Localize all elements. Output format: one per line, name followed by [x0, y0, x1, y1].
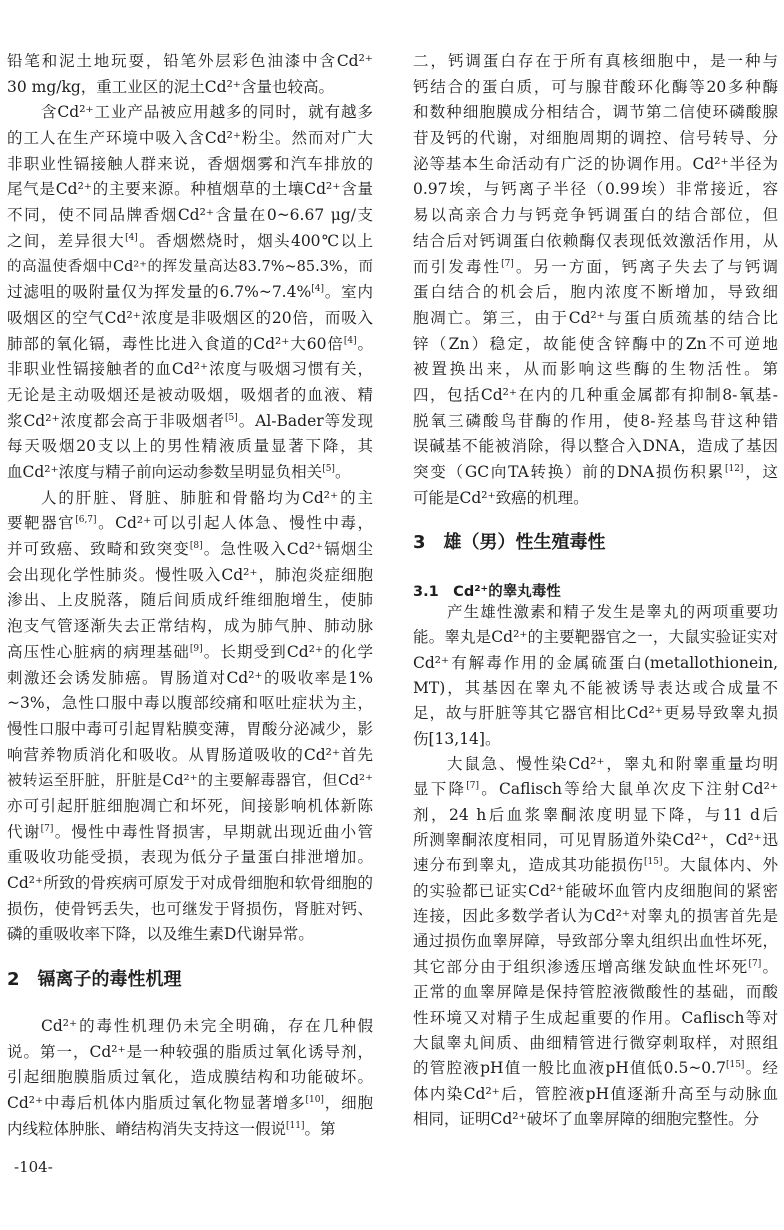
text-line: 性环境又对精子生成起重要的作用。Caflisch等对	[413, 1008, 778, 1027]
citation: [15]	[725, 1060, 745, 1071]
text-line: 四，包括Cd²⁺在内的几种重金属都有抑制8-氧基-	[413, 385, 778, 404]
citation: [4]	[343, 335, 357, 346]
citation: [5]	[322, 464, 335, 474]
text-line: 损伤，使骨钙丢失，也可继发于肾损伤，肾脏对钙、	[7, 899, 373, 918]
text-line: 能。睾丸是Cd²⁺的主要靶器官之一，大鼠实验证实对	[413, 628, 778, 647]
citation: [11]	[286, 1120, 305, 1131]
text-line: 30 mg/kg，重工业区的泥土Cd²⁺含量也较高。	[7, 77, 334, 96]
text-line: 体内染Cd²⁺后，管腔液pH值逐渐升高至与动脉血	[413, 1084, 778, 1103]
text-line: 浆Cd²⁺浓度都会高于非吸烟者[5]。Al-Bader等发现	[7, 411, 373, 430]
text-line: 引起细胞膜脂质过氧化，造成膜结构和功能破坏。	[7, 1068, 373, 1087]
paragraph	[7, 1014, 373, 1142]
citation: [6,7]	[75, 515, 97, 526]
text-line: 结合后对钙调蛋白依赖酶仅表现低效激活作用，从	[413, 231, 778, 250]
text-line: 过滤咀的吸附量仅为挥发量的6.7%~7.4%[4]。室内	[7, 283, 373, 302]
text-line: 含Cd²⁺工业产品被应用越多的同时，就有越多	[41, 103, 373, 122]
section-heading-2: 2 镉离子的毒性机理	[7, 969, 182, 990]
text-line: 慢性口服中毒可引起胃粘膜变薄，胃酸分泌减少，影	[7, 719, 373, 738]
text-line: 连接，因此多数学者认为Cd²⁺对睾丸的损害首先是	[413, 907, 778, 926]
citation: [9]	[189, 643, 203, 654]
text-line: 而引发毒性[7]。另一方面，钙离子失去了与钙调	[413, 257, 778, 276]
text-line: 和数种细胞膜成分相结合，调节第二信使环磷酸腺	[413, 103, 778, 122]
text-line: 要靶器官[6,7]。Cd²⁺可以引起人体急、慢性中毒，	[7, 514, 373, 533]
text-line: 足，故与肝脏等其它器官相比Cd²⁺更易导致睾丸损	[413, 704, 778, 723]
citation: [7]	[40, 823, 54, 834]
text-line: 重吸收功能受损，表现为低分子量蛋白排泄增加。	[7, 848, 373, 867]
text-line: 被置换出来，从而影响这些酶的生物活性。第	[413, 360, 778, 379]
paragraph	[7, 100, 373, 485]
text-line: 肺部的氧化镉，毒性比进入食道的Cd²⁺大60倍[4]。	[7, 334, 373, 353]
citation: [4]	[125, 232, 138, 243]
text-line: 的工人在生产环境中吸入含Cd²⁺粉尘。然而对广大	[7, 129, 373, 148]
text-line: 说。第一，Cd²⁺是一种较强的脂质过氧化诱导剂，	[7, 1042, 373, 1061]
text-line: 非职业性镉接触者的血Cd²⁺浓度与吸烟习惯有关，	[7, 360, 373, 379]
text-line: 伤[13,14]。	[413, 729, 501, 748]
text-line: 吸烟区的空气Cd²⁺浓度是非吸烟区的20倍，而吸入	[7, 308, 373, 327]
text-line: 无论是主动吸烟还是被动吸烟，吸烟者的血液、精	[7, 385, 373, 404]
text-line: 渗出、上皮脱落，随后间质成纤维细胞增生，使肺	[7, 591, 373, 610]
text-line: Cd²⁺所致的骨疾病可原发于对成骨细胞和软骨细胞的	[7, 874, 373, 892]
text-line: 每天吸烟20支以上的男性精液质量显著下降，其	[7, 437, 373, 456]
text-line: 其它部分由于组织渗透压增高继发缺血性坏死[7]。	[413, 957, 778, 976]
text-line: 人的肝脏、肾脏、肺脏和骨骼均为Cd²⁺的主	[41, 488, 373, 507]
citation: [5]	[225, 412, 238, 423]
citation: [12]	[724, 464, 744, 474]
subsection-heading-3-1: 3.1 Cd²⁺的睾丸毒性	[413, 584, 561, 600]
page-number: -104-	[14, 1158, 53, 1176]
text-line: 会出现化学性肺炎。慢性吸入Cd²⁺，肺泡炎症细胞	[7, 565, 373, 584]
text-line: 二，钙调蛋白存在于所有真核细胞中，是一种与	[413, 52, 778, 70]
text-line: ~3%，急性口服中毒以腹部绞痛和呕吐症状为主，	[7, 694, 373, 713]
text-line: Cd²⁺有解毒作用的金属硫蛋白(metallothionein,	[413, 653, 778, 672]
text-line: 0.97埃，与钙离子半径（0.99埃）非常接近，容	[413, 180, 778, 199]
paragraph	[7, 49, 373, 100]
text-line: 磷的重吸收率下降，以及维生素D代谢异常。	[7, 925, 314, 944]
text-line: 突变（GC向TA转换）前的DNA损伤积累[12]，这	[413, 463, 778, 481]
text-line: 正常的血睾屏障是保持管腔液微酸性的基础，而酸	[413, 983, 778, 1002]
text-line: 大鼠睾丸间质、曲细精管进行微穿刺取样，对照组	[413, 1033, 778, 1052]
text-line: 血Cd²⁺浓度与精子前向运动参数呈明显负相关[5]。	[7, 463, 351, 481]
text-line: 的高温使香烟中Cd²⁺的挥发量高达83.7%~85.3%，而	[7, 258, 373, 275]
right-column-text	[413, 49, 778, 511]
paragraph	[413, 49, 778, 511]
text-line: 被转运至肝脏，肝脏是Cd²⁺的主要解毒器官，但Cd²⁺	[7, 771, 373, 790]
text-line: 泡支气管逐渐失去正常结构，成为肺气肿、肺动脉	[7, 617, 373, 636]
citation: [7]	[466, 781, 480, 792]
paragraph	[413, 752, 778, 1132]
citation: [8]	[189, 541, 203, 552]
text-line: 显下降[7]。Caflisch等给大鼠单次皮下注射Cd²⁺	[413, 780, 778, 799]
text-line: 产生雄性激素和精子发生是睾丸的两项重要功	[447, 603, 778, 621]
text-line: 脱氧三磷酸鸟苷酶的作用，使8-羟基鸟苷这种错	[413, 411, 778, 430]
section-heading-3: 3 雄（男）性生殖毒性	[413, 532, 606, 553]
text-line: 通过损伤血睾屏障，导致部分睾丸组织出血性坏死，	[413, 932, 778, 951]
citation: [4]	[311, 284, 324, 295]
text-line: 可能是Cd²⁺致癌的机理。	[413, 488, 589, 507]
text-line: 铅笔和泥土地玩耍，铅笔外层彩色油漆中含Cd²⁺	[7, 52, 373, 70]
citation: [10]	[305, 1095, 324, 1106]
citation: [15]	[644, 857, 663, 868]
text-line: 速分布到睾丸，造成其功能损伤[15]。大鼠体内、外	[413, 856, 778, 875]
text-line: 易以高亲合力与钙竞争钙调蛋白的结合部位，但	[413, 206, 778, 225]
text-line: 非职业性镉接触人群来说，香烟烟雾和汽车排放的	[7, 154, 373, 173]
citation: [7]	[501, 258, 514, 269]
text-line: 蛋白结合的机会后，胞内浓度不断增加，导致细	[413, 283, 778, 302]
text-line: Cd²⁺的毒性机理仍未完全明确，存在几种假	[41, 1017, 373, 1035]
text-line: 内线粒体肿胀、嵴结构消失支持这一假说[11]。第	[7, 1119, 336, 1138]
text-line: 胞凋亡。第三，由于Cd²⁺与蛋白质巯基的结合比	[413, 308, 778, 327]
left-column-text	[7, 49, 373, 948]
text-line: 苷及钙的代谢，对细胞周期的调控、信号转导、分	[413, 129, 778, 148]
section-2-text	[7, 1014, 373, 1142]
text-line: 钙结合的蛋白质，可与腺苷酸环化酶等20多种酶	[413, 77, 778, 96]
text-line: 之间，差异很大[4]。香烟燃烧时，烟头400℃以上	[7, 231, 373, 250]
text-line: 亦可引起肝脏细胞凋亡和坏死，间接影响机体新陈	[7, 796, 373, 815]
text-line: 尾气是Cd²⁺的主要来源。种植烟草的土壤Cd²⁺含量	[7, 180, 373, 199]
paragraph	[7, 486, 373, 948]
text-line: MT)，其基因在睾丸不能被诱导表达或合成量不	[413, 679, 778, 698]
text-line: 误碱基不能被消除，得以整合入DNA，造成了基因	[413, 437, 778, 456]
text-line: Cd²⁺中毒后机体内脂质过氧化物显著增多[10]，细胞	[7, 1094, 373, 1113]
text-line: 大鼠急、慢性染Cd²⁺，睾丸和附睾重量均明	[447, 755, 778, 774]
text-line: 响营养物质消化和吸收。从胃肠道吸收的Cd²⁺首先	[7, 745, 373, 764]
text-line: 代谢[7]。慢性中毒性肾损害，早期就出现近曲小管	[7, 822, 373, 841]
text-line: 的管腔液pH值一般比血液pH值低0.5~0.7[15]。经	[413, 1059, 778, 1078]
text-line: 刺激还会诱发肺癌。胃肠道对Cd²⁺的吸收率是1%	[7, 668, 373, 687]
subsection-3-1-text	[413, 600, 778, 1132]
text-line: 所测睾酮浓度相同，可见胃肠道外染Cd²⁺，Cd²⁺迅	[413, 831, 778, 850]
paragraph	[413, 600, 778, 752]
text-line: 泌等基本生命活动有广泛的协调作用。Cd²⁺半径为	[413, 154, 778, 173]
text-line: 不同，使不同品牌香烟Cd²⁺含量在0~6.67 μg/支	[7, 206, 373, 225]
text-line: 锌（Zn）稳定，故能使含锌酶中的Zn不可逆地	[413, 334, 778, 353]
text-line: 剂，24 h后血浆睾酮浓度明显下降，与11 d后	[413, 805, 778, 824]
citation: [7]	[748, 958, 762, 969]
text-line: 高压性心脏病的病理基础[9]。长期受到Cd²⁺的化学	[7, 642, 373, 661]
text-line: 相同，证明Cd²⁺破坏了血睾屏障的细胞完整性。分	[413, 1109, 760, 1128]
text-line: 的实验都已证实Cd²⁺能破坏血管内皮细胞间的紧密	[413, 881, 778, 900]
text-line: 并可致癌、致畸和致突变[8]。急性吸入Cd²⁺镉烟尘	[7, 540, 373, 559]
